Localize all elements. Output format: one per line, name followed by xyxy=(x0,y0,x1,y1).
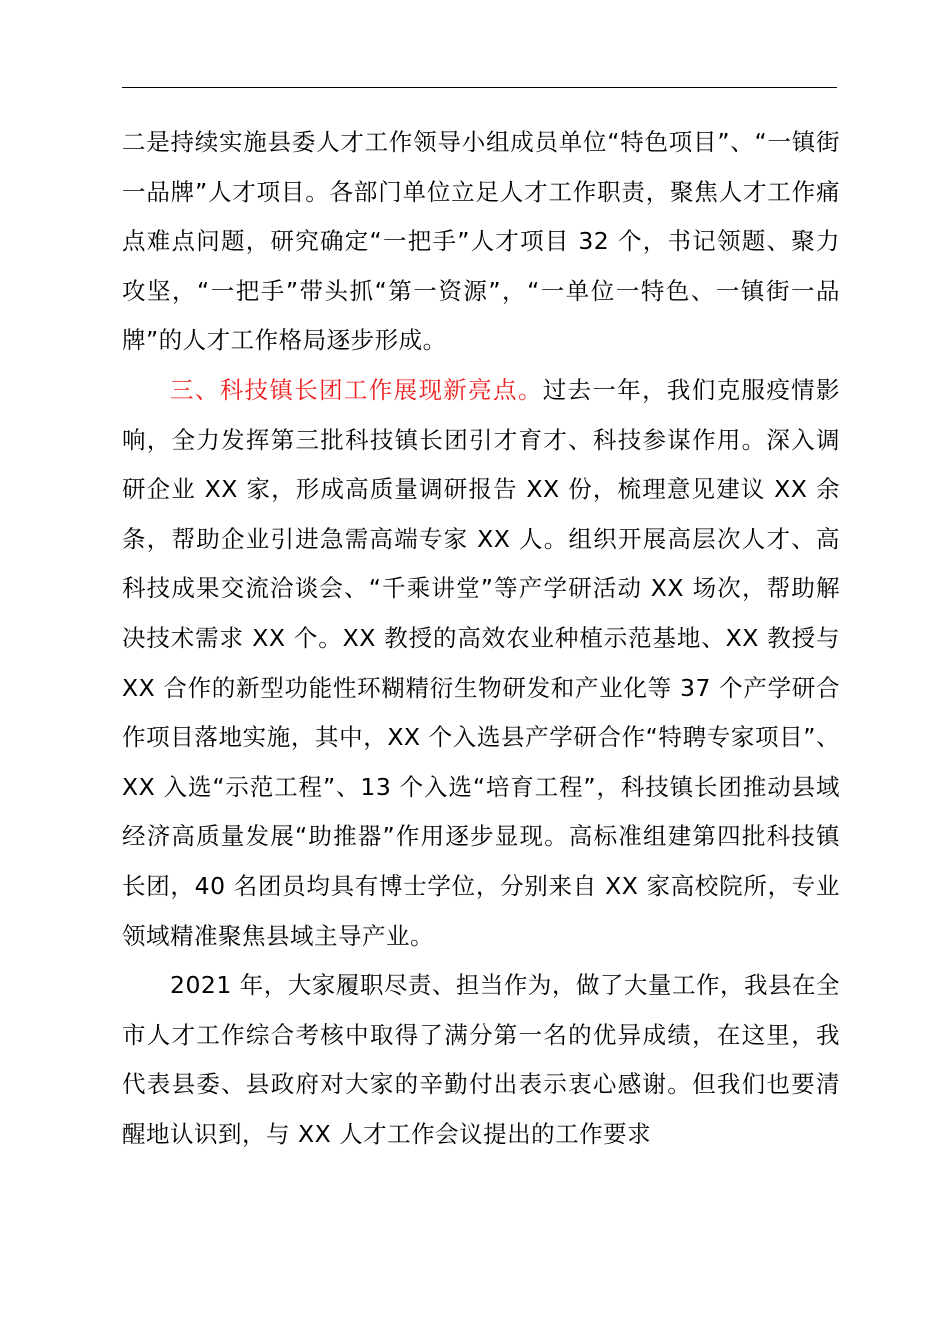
section-heading: 三、科技镇长团工作展现新亮点。 xyxy=(170,375,543,404)
paragraph-3: 2021 年，大家履职尽责、担当作为，做了大量工作，我县在全市人才工作综合考核中取得了满分第一名的优异成绩，在这里，我代表县委、县政府对大家的辛勤付出表示衷心感谢。但我们也要清醒地认识到，与 XX 人才工作会议提出的工作要求 xyxy=(122,971,840,1148)
header-rule xyxy=(122,87,837,88)
paragraph-1: 二是持续实施县委人才工作领导小组成员单位“特色项目”、“一镇街一品牌”人才项目。各部门单位立足人才工作职责，聚焦人才工作痛点难点问题，研究确定“一把手”人才项目 32 个，书记领题、聚力攻坚，“一把手”带头抓“第一资源”，“一单位一特色、一镇街一品牌”的人才工作格局逐步形成。 xyxy=(122,128,840,355)
document-body xyxy=(122,118,840,1159)
paragraph-2 xyxy=(122,366,840,961)
paragraph-2-body: 过去一年，我们克服疫情影响，全力发挥第三批科技镇长团引才育才、科技参谋作用。深入调研企业 XX 家，形成高质量调研报告 XX 份，梳理意见建议 XX 余条，帮助企业引进急需高端专家 XX 人。组织开展高层次人才、高科技成果交流洽谈会、“千乘讲堂”等产学研活动 XX 场次，帮助解决技术需求 XX 个。XX 教授的高效农业种植示范基地、XX 教授与 XX 合作的新型功能性环糊精衍生物研发和产业化等 37 个产学研合作项目落地实施，其中，XX 个入选县产学研合作“特聘专家项目”、XX 入选“示范工程”、13 个入选“培育工程”，科技镇长团推动县域经济高质量发展“助推器”作用逐步显现。高标准组建第四批科技镇长团，40 名团员均具有博士学位，分别来自 XX 家高校院所，专业领域精准聚焦县域主导产业。 xyxy=(122,375,841,950)
